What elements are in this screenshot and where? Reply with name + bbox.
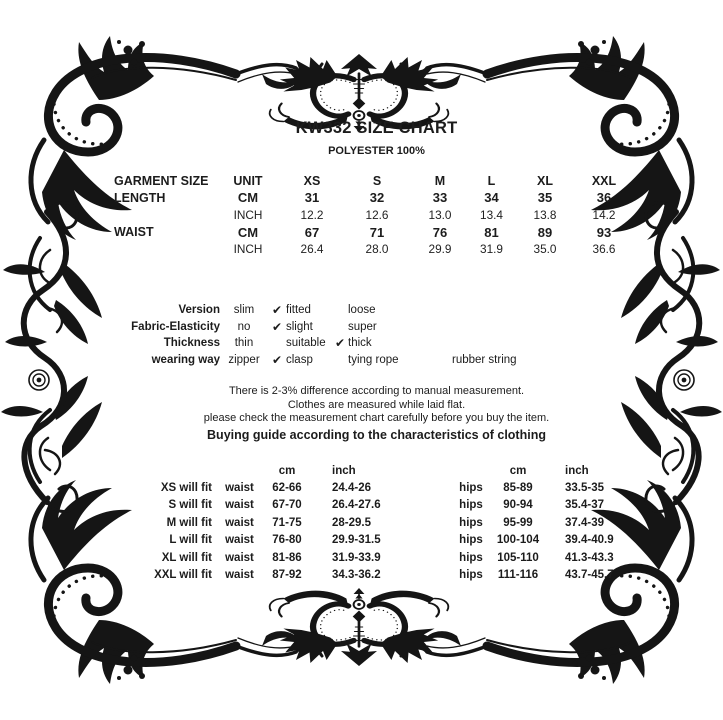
body-part-waist: waist bbox=[225, 534, 254, 547]
value-cell-l: 31.9 bbox=[480, 242, 503, 257]
body-part-hips: hips bbox=[459, 569, 483, 582]
note-line: Clothes are measured while laid flat. bbox=[287, 398, 466, 411]
value-cell-s: 32 bbox=[369, 190, 385, 206]
check-mark-icon: ✔ bbox=[334, 336, 346, 351]
value-cell-xs: 31 bbox=[304, 190, 320, 206]
attribute-option-4: rubber string bbox=[452, 354, 517, 367]
hips-cm-range: 85-89 bbox=[503, 482, 533, 495]
attribute-option-1: no bbox=[237, 320, 251, 333]
waist-inch-range: 29.9-31.5 bbox=[332, 534, 381, 547]
value-cell-xs: 26.4 bbox=[300, 242, 324, 257]
attribute-label: Fabric-Elasticity bbox=[131, 320, 220, 333]
fit-table-body bbox=[150, 479, 655, 583]
fit-table-header-row bbox=[150, 462, 655, 479]
waist-cm-range: 87-92 bbox=[272, 569, 302, 582]
value-cell-xxl: 36 bbox=[596, 190, 612, 206]
attribute-option-2: suitable bbox=[286, 337, 326, 350]
attribute-row bbox=[108, 319, 560, 336]
value-cell-l: 34 bbox=[484, 190, 499, 206]
body-part-waist: waist bbox=[225, 551, 254, 564]
body-part-hips: hips bbox=[459, 534, 483, 547]
fit-table-row bbox=[150, 549, 655, 566]
value-cell-xxl: 14.2 bbox=[592, 207, 616, 222]
attribute-option-2: clasp bbox=[286, 354, 313, 367]
value-cell-s: 12.6 bbox=[365, 207, 389, 222]
check-mark-icon: ✔ bbox=[271, 319, 283, 334]
garment-size-table bbox=[105, 172, 629, 258]
fit-size-label: XS will fit bbox=[160, 482, 212, 495]
waist-inch-range: 28-29.5 bbox=[332, 516, 372, 529]
measurement-notes bbox=[30, 385, 723, 442]
fit-size-label: XXL will fit bbox=[154, 569, 212, 582]
waist-cm-range: 62-66 bbox=[272, 482, 302, 495]
unit-cell: CM bbox=[237, 224, 259, 240]
hips-inch-range: 41.3-43.3 bbox=[565, 551, 614, 564]
hips-cm-range: 90-94 bbox=[503, 499, 533, 512]
size-col-header-xxl: XXL bbox=[591, 173, 617, 188]
value-cell-xl: 35.0 bbox=[533, 242, 557, 257]
waist-cm-range: 67-70 bbox=[272, 499, 302, 512]
value-cell-l: 81 bbox=[484, 224, 499, 240]
attribute-option-3: super bbox=[348, 320, 377, 333]
inch-header-waist: inch bbox=[332, 464, 356, 477]
hips-inch-range: 33.5-35 bbox=[565, 482, 605, 495]
buying-guide-heading: Buying guide according to the characteristics of clothing bbox=[207, 427, 546, 442]
note-line: There is 2-3% difference according to manual measurement. bbox=[228, 385, 525, 397]
measure-label: LENGTH bbox=[114, 190, 166, 205]
attribute-option-3: thick bbox=[348, 337, 372, 350]
attribute-label: wearing way bbox=[151, 354, 220, 367]
cm-header-waist: cm bbox=[278, 464, 296, 477]
note-line: please check the measurement chart carefully before you buy the item. bbox=[203, 412, 550, 424]
waist-inch-range: 34.3-36.2 bbox=[332, 569, 381, 582]
value-cell-xxl: 93 bbox=[596, 224, 612, 240]
waist-inch-range: 24.4-26 bbox=[332, 482, 372, 495]
waist-cm-range: 81-86 bbox=[272, 551, 302, 564]
attribute-option-2: fitted bbox=[286, 304, 311, 317]
waist-inch-range: 31.9-33.9 bbox=[332, 551, 381, 564]
page-title: KW332 SIZE CHART bbox=[295, 119, 458, 137]
fit-size-label: S will fit bbox=[168, 499, 212, 512]
attribute-option-1: thin bbox=[234, 337, 254, 350]
attribute-row bbox=[108, 335, 560, 352]
attribute-option-2: slight bbox=[286, 320, 313, 333]
size-table-row bbox=[105, 224, 629, 241]
size-table-body bbox=[105, 189, 629, 258]
hips-cm-range: 100-104 bbox=[496, 534, 540, 547]
fit-table-row bbox=[150, 532, 655, 549]
size-col-header-xs: XS bbox=[303, 173, 321, 188]
attribute-option-1: slim bbox=[233, 304, 255, 317]
fit-size-label: L will fit bbox=[169, 534, 212, 547]
value-cell-s: 28.0 bbox=[365, 242, 389, 257]
unit-header: UNIT bbox=[233, 173, 263, 188]
fit-guide-table bbox=[150, 462, 655, 584]
cm-header-hips: cm bbox=[509, 464, 527, 477]
size-table-row bbox=[105, 206, 629, 223]
waist-inch-range: 26.4-27.6 bbox=[332, 499, 381, 512]
value-cell-m: 29.9 bbox=[428, 242, 452, 257]
hips-cm-range: 105-110 bbox=[497, 551, 539, 564]
fabric-subtitle: POLYESTER 100% bbox=[328, 145, 425, 157]
body-part-hips: hips bbox=[459, 551, 483, 564]
check-mark-icon: ✔ bbox=[271, 353, 283, 368]
check-mark-icon: ✔ bbox=[271, 303, 283, 318]
fit-table-row bbox=[150, 479, 655, 496]
size-col-header-s: S bbox=[372, 173, 382, 188]
unit-cell: INCH bbox=[233, 207, 263, 222]
waist-cm-range: 71-75 bbox=[272, 516, 302, 529]
body-part-hips: hips bbox=[459, 499, 483, 512]
body-part-waist: waist bbox=[225, 516, 254, 529]
fit-table-row bbox=[150, 566, 655, 583]
attribute-option-3: tying rope bbox=[348, 354, 399, 367]
value-cell-m: 13.0 bbox=[428, 207, 452, 222]
hips-inch-range: 37.4-39 bbox=[565, 516, 605, 529]
body-part-waist: waist bbox=[225, 499, 254, 512]
clothing-attributes-section bbox=[108, 302, 560, 368]
attribute-row bbox=[108, 302, 560, 319]
body-part-hips: hips bbox=[459, 516, 483, 529]
value-cell-m: 76 bbox=[432, 224, 448, 240]
size-col-header-xl: XL bbox=[537, 173, 553, 188]
value-cell-xl: 89 bbox=[537, 224, 553, 240]
size-table-row bbox=[105, 241, 629, 258]
attribute-label: Version bbox=[178, 304, 220, 317]
measure-label: WAIST bbox=[114, 225, 154, 240]
size-table-header-row bbox=[105, 172, 629, 189]
size-col-header-l: L bbox=[487, 173, 496, 188]
size-table-row bbox=[105, 189, 629, 206]
value-cell-l: 13.4 bbox=[480, 207, 503, 222]
body-part-waist: waist bbox=[225, 482, 254, 495]
attribute-label: Thickness bbox=[163, 337, 220, 350]
size-col-header-m: M bbox=[434, 173, 446, 188]
body-part-waist: waist bbox=[225, 569, 254, 582]
value-cell-xs: 67 bbox=[304, 224, 320, 240]
unit-cell: CM bbox=[237, 190, 259, 206]
fit-size-label: M will fit bbox=[166, 516, 212, 529]
hips-inch-range: 35.4-37 bbox=[565, 499, 605, 512]
body-part-hips: hips bbox=[459, 482, 483, 495]
unit-cell: INCH bbox=[233, 242, 263, 257]
value-cell-xl: 13.8 bbox=[533, 207, 557, 222]
value-cell-s: 71 bbox=[369, 224, 385, 240]
attribute-row bbox=[108, 352, 560, 369]
value-cell-xxl: 36.6 bbox=[592, 242, 616, 257]
hips-cm-range: 95-99 bbox=[503, 516, 533, 529]
hips-inch-range: 43.7-45.7 bbox=[565, 569, 614, 582]
attribute-option-1: zipper bbox=[228, 354, 260, 367]
hips-cm-range: 111-116 bbox=[497, 569, 539, 582]
fit-table-row bbox=[150, 497, 655, 514]
waist-cm-range: 76-80 bbox=[272, 534, 302, 547]
attribute-option-3: loose bbox=[348, 304, 376, 317]
value-cell-xl: 35 bbox=[537, 190, 553, 206]
fit-table-row bbox=[150, 514, 655, 531]
fit-size-label: XL will fit bbox=[161, 551, 212, 564]
value-cell-m: 33 bbox=[432, 190, 448, 206]
inch-header-hips: inch bbox=[565, 464, 589, 477]
hips-inch-range: 39.4-40.9 bbox=[565, 534, 614, 547]
garment-size-header: GARMENT SIZE bbox=[114, 173, 209, 188]
value-cell-xs: 12.2 bbox=[300, 207, 324, 222]
